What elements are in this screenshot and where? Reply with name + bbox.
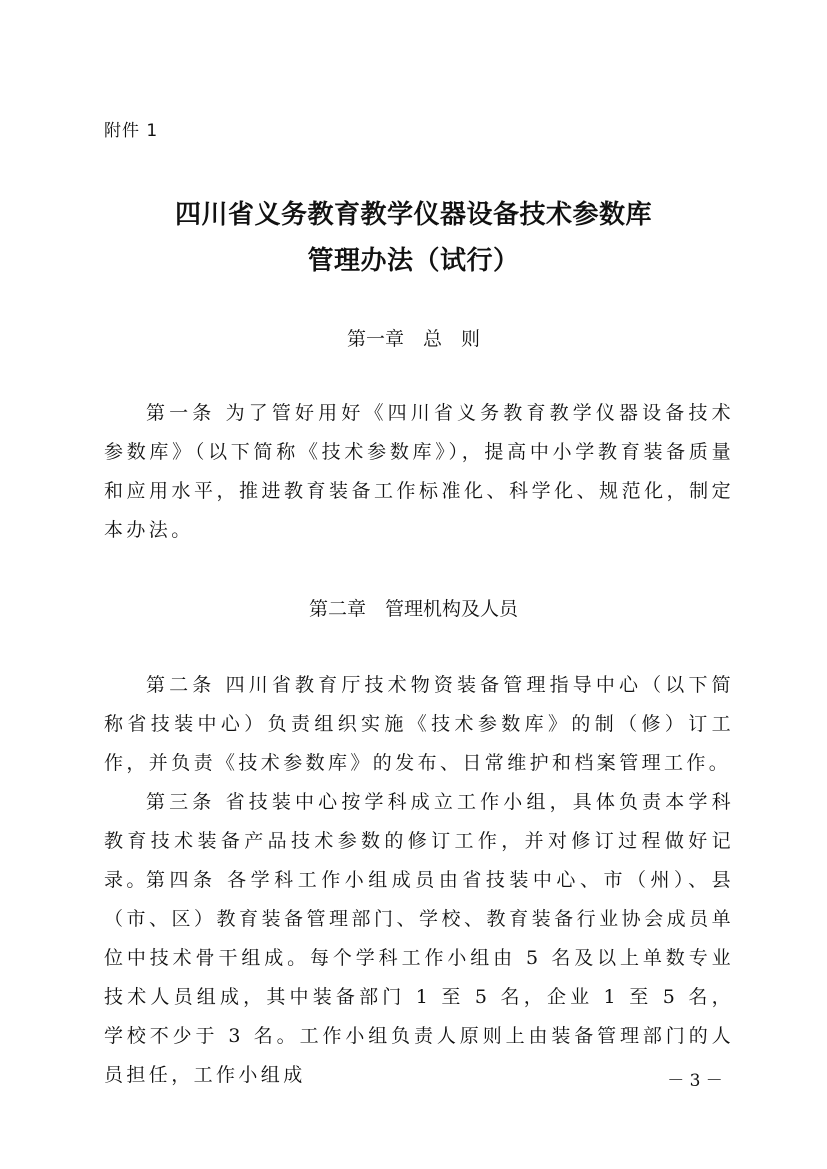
article-2-paragraph: 第二条 四川省教育厅技术物资装备管理指导中心（以下简称省技装中心）负责组织实施《技术参数库》的制（修）订工作，并负责《技术参数库》的发布、日常维护和档案管理工作。 [104,674,734,774]
attachment-label: 附件 1 [104,121,159,141]
article-3-paragraph: 第三条 省技装中心按学科成立工作小组，具体负责本学科教育技术装备产品技术参数的修订工作，并对修订过程做好记录。 [104,791,734,891]
article-1-paragraph: 第一条 为了管好用好《四川省义务教育教学仪器设备技术参数库》（以下简称《技术参数库》），提高中小学教育装备质量和应用水平，推进教育装备工作标准化、科学化、规范化，制定本办法。 [104,402,734,541]
chapter-1-heading: 第一章 总 则 [346,328,480,350]
page-number: － 3 － [667,1071,723,1091]
document-title-line-2: 管理办法（试行） [307,246,520,276]
document-title-line-1: 四川省义务教育教学仪器设备技术参数库 [174,200,652,230]
article-4-paragraph: 第四条 各学科工作小组成员由省技装中心、市（州）、县（市、区）教育装备管理部门、学校、教育装备行业协会成员单位中技术骨干组成。每个学科工作小组由 5 名及以上单数专业技术人员组成，其中装备部门 1 至 5 名，企业 1 至 5 名，学校不少于 3 名。工作小组负责人原则上由装备管理部门的人员担任，工作小组成 [104,869,734,1086]
chapter-2-heading: 第二章 管理机构及人员 [308,598,518,620]
